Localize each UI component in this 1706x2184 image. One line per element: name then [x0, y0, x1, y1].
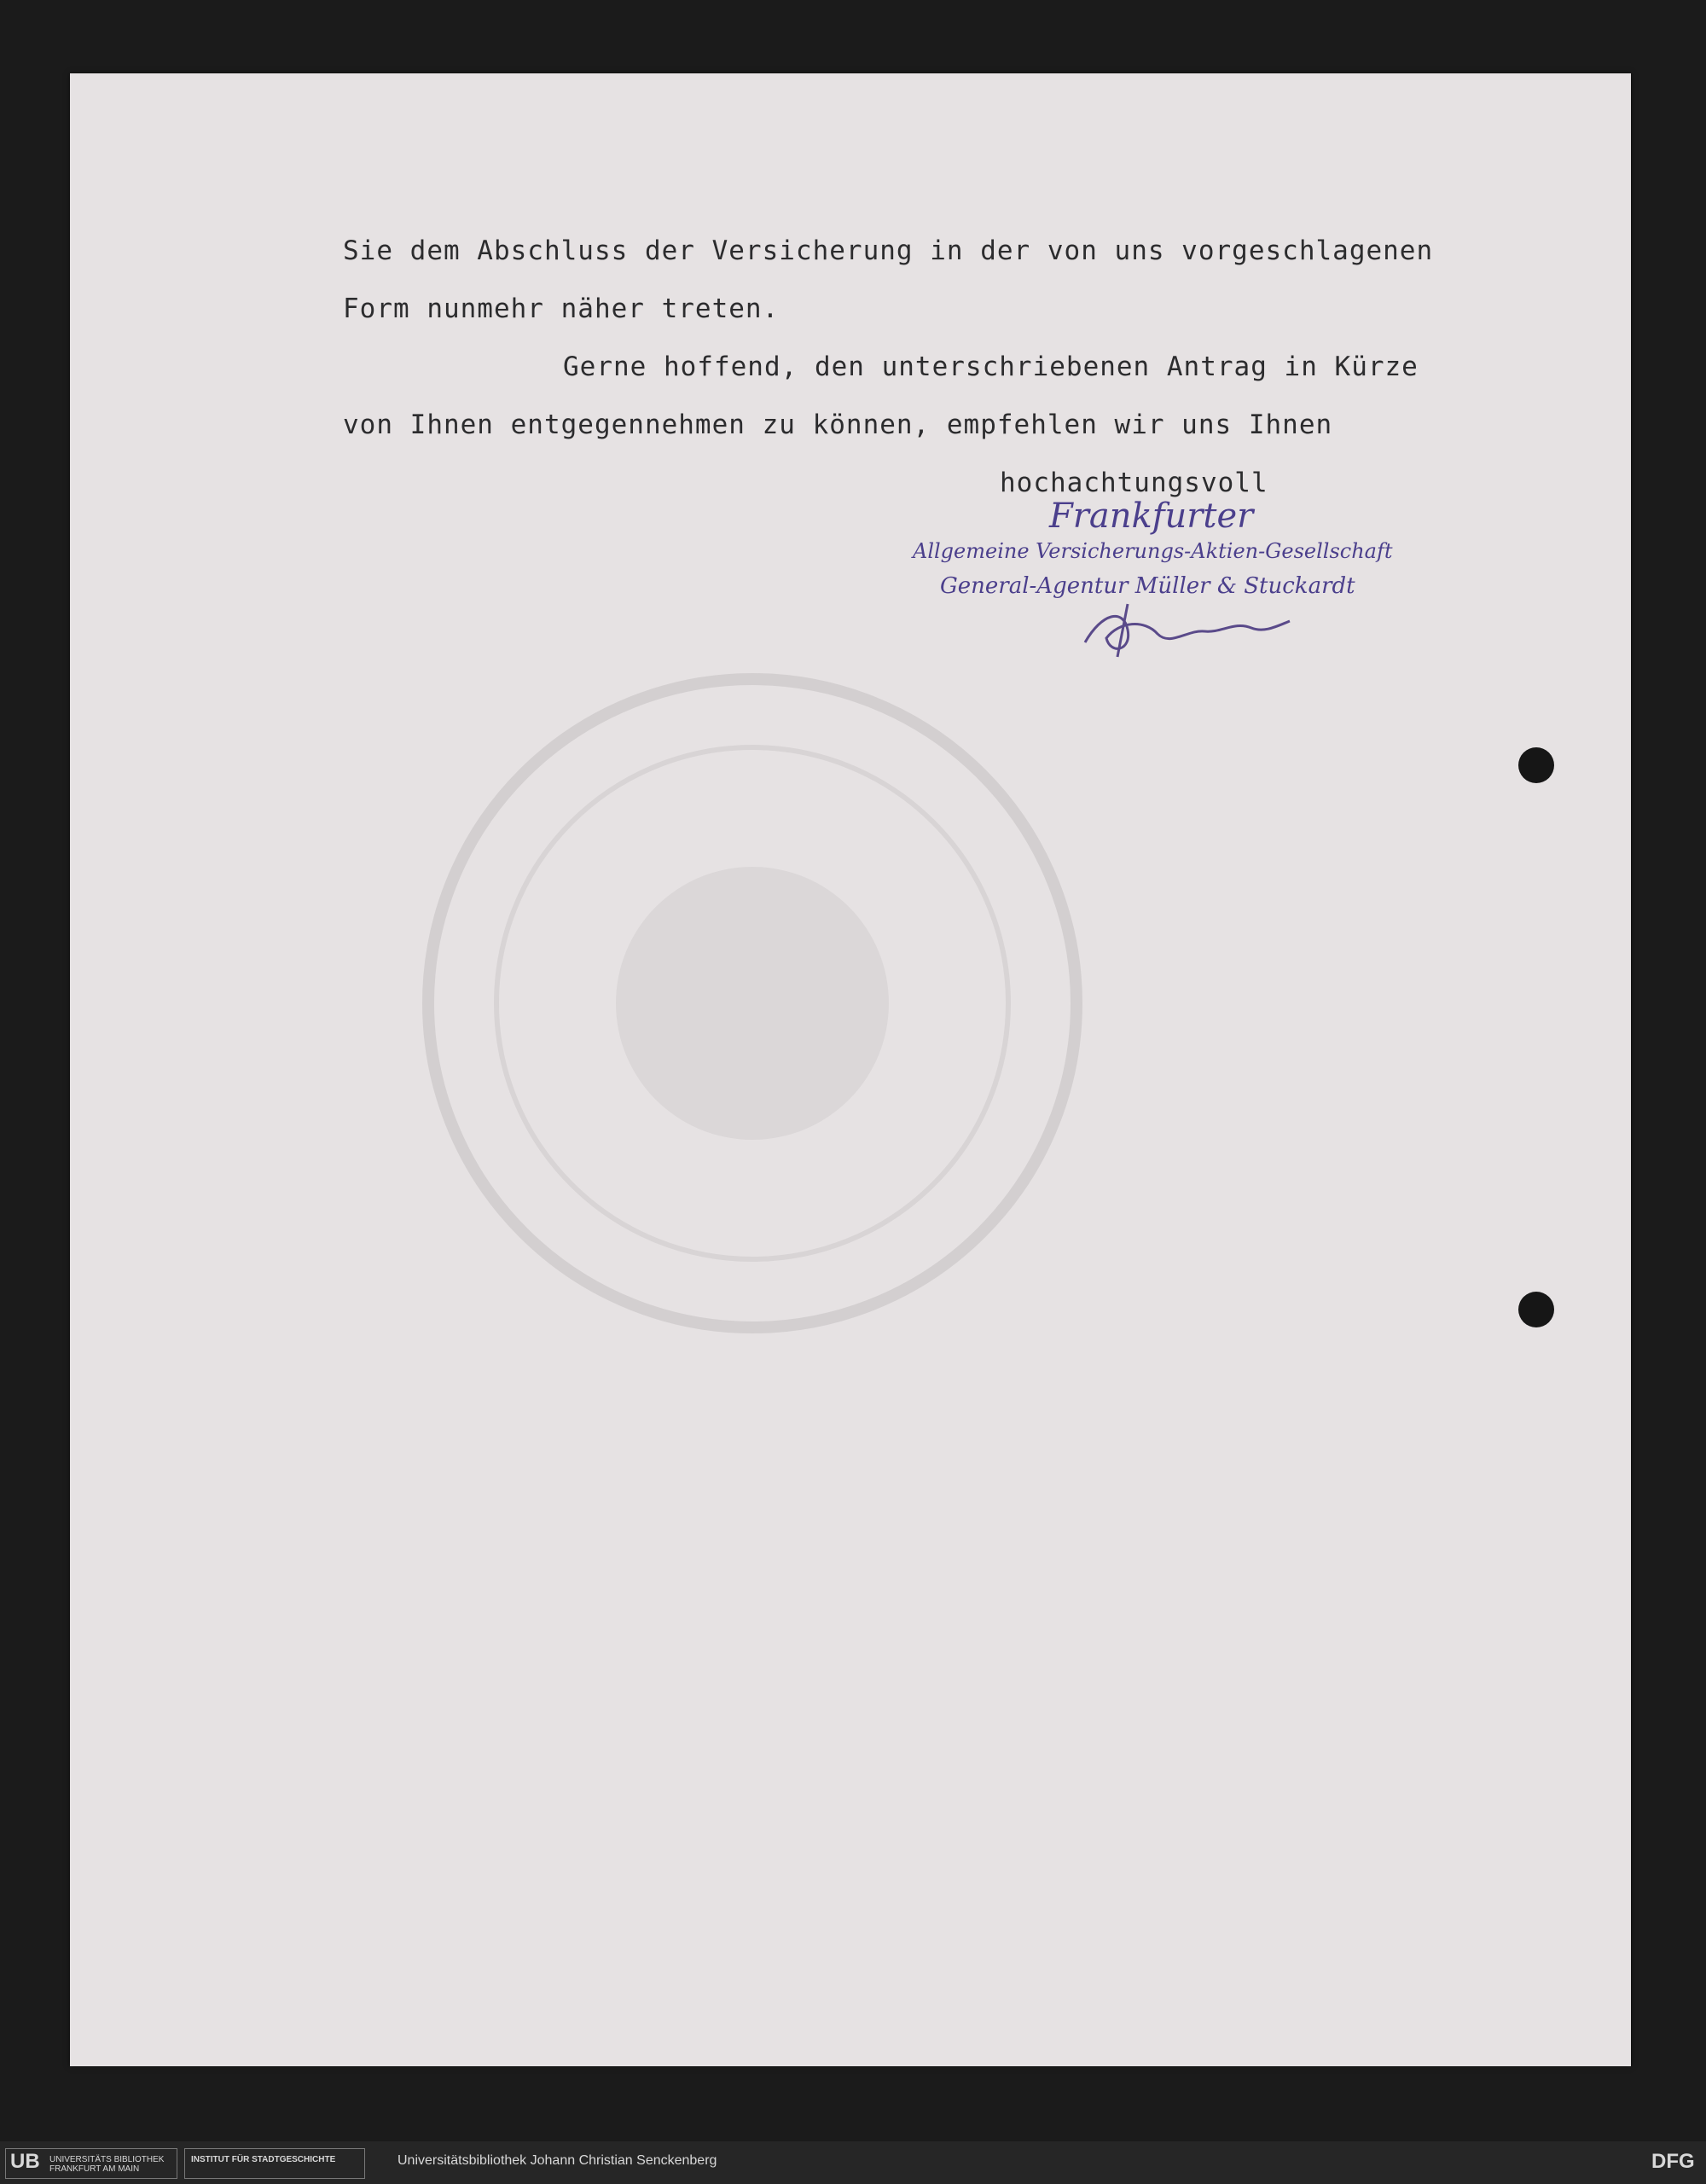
dfg-logo: DFG: [1651, 2150, 1695, 2173]
letter-line-1: Sie dem Abschluss der Versicherung in der von uns vorgeschlagenen: [343, 235, 1434, 266]
letter-line-2: Form nunmehr näher treten.: [343, 293, 780, 324]
stamp-agency: General-Agentur Müller & Stuckardt: [940, 573, 1355, 599]
ub-logo: UB: [10, 2150, 40, 2173]
punch-hole-top: [1518, 747, 1554, 783]
stamp-brand: Frankfurter: [1049, 497, 1254, 536]
isg-text: INSTITUT FÜR STADTGESCHICHTE: [191, 2155, 336, 2164]
bleed-through-seal: [386, 636, 1119, 1370]
punch-hole-bottom: [1518, 1292, 1554, 1327]
letter-line-4: von Ihnen entgegennehmen zu können, empfehlen wir uns Ihnen: [343, 410, 1333, 440]
footer-bar: [0, 2141, 1706, 2184]
letter-line-3: Gerne hoffend, den unterschriebenen Antrag in Kürze: [563, 351, 1419, 382]
letter-page: [70, 73, 1631, 2066]
closing-salutation: hochachtungsvoll: [1000, 468, 1268, 498]
signature: [1076, 595, 1298, 664]
library-name: Universitätsbibliothek Johann Christian Senckenberg: [397, 2153, 717, 2168]
ub-text: UNIVERSITÄTS BIBLIOTHEK FRANKFURT AM MAIN: [49, 2155, 165, 2174]
stamp-company: Allgemeine Versicherungs-Aktien-Gesellschaft: [913, 539, 1393, 563]
